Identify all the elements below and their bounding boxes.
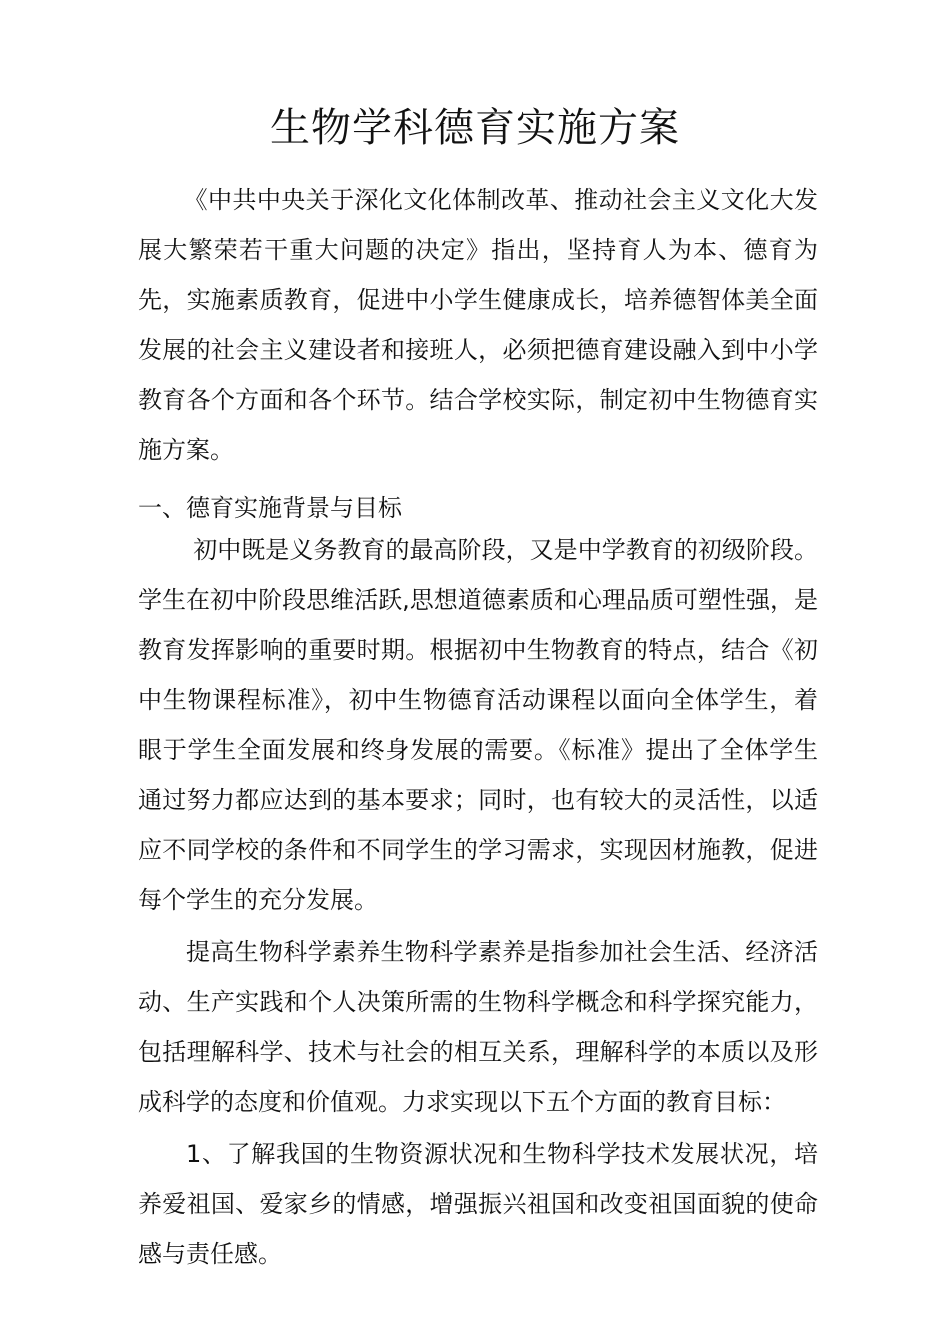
goal-item-1: 1、了解我国的生物资源状况和生物科学技术发展状况，培养爱祖国、爱家乡的情感，增强振兴祖国和改变祖国面貌的使命感与责任感。: [138, 1140, 818, 1268]
document-title: 生物学科德育实施方案: [270, 105, 680, 151]
background-paragraph: 初中既是义务教育的最高阶段，又是中学教育的初级阶段。学生在初中阶段思维活跃,思想道德素质和心理品质可塑性强，是教育发挥影响的重要时期。根据初中生物教育的特点，结合《初中生物课程标准》，初中生物德育活动课程以面向全体学生，着眼于学生全面发展和终身发展的需要。《标准》提出了全体学生通过努力都应达到的基本要求；同时，也有较大的灵活性，以适应不同学校的条件和不同学生的学习需求，实现因材施教，促进每个学生的充分发展。: [138, 536, 818, 914]
intro-paragraph: 《中共中央关于深化文化体制改革、推动社会主义文化大发展大繁荣若干重大问题的决定》指出，坚持育人为本、德育为先，实施素质教育，促进中小学生健康成长，培养德智体美全面发展的社会主义建设者和接班人，必须把德育建设融入到中小学教育各个方面和各个环节。结合学校实际，制定初中生物德育实施方案。: [138, 186, 818, 464]
section-heading-1: 一、德育实施背景与目标: [138, 494, 402, 522]
literacy-paragraph: 提高生物科学素养生物科学素养是指参加社会生活、经济活动、生产实践和个人决策所需的生物科学概念和科学探究能力，包括理解科学、技术与社会的相互关系，理解科学的本质以及形成科学的态度和价值观。力求实现以下五个方面的教育目标：: [138, 938, 818, 1116]
document-body: [138, 175, 818, 1279]
